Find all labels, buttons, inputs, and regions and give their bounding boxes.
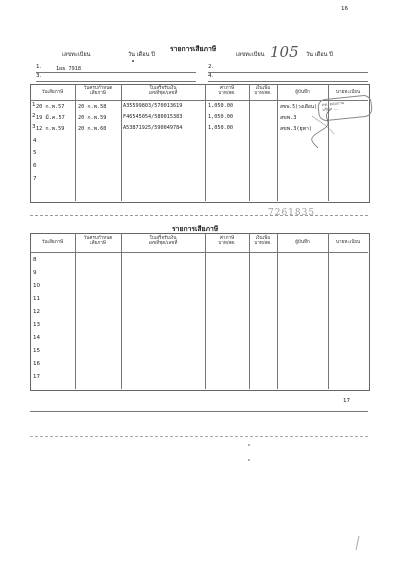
t2-header-receipt: ใบเสร็จรับเงิน เลขที่ชุด/เลขที่ xyxy=(148,236,178,247)
row2-underline xyxy=(208,72,368,73)
ink-dot xyxy=(248,459,250,461)
handwritten-number: 105 xyxy=(270,43,299,61)
reg-label-left: เลขทะเบียน xyxy=(62,52,91,58)
row-number: 16 xyxy=(33,361,41,367)
tax-date-cell: 12 ก.พ.59 xyxy=(36,126,65,132)
row-number: 15 xyxy=(33,348,41,354)
row1-no: 1. xyxy=(36,64,42,70)
row-number: 6 xyxy=(33,163,37,169)
t2-header-due-date: วันครบกำหนด เสียภาษี xyxy=(83,236,113,247)
t2-header-surcharge: เงินเพิ่ม บาท/สต. xyxy=(254,236,272,247)
table2-col-divider xyxy=(121,233,122,389)
row4-underline xyxy=(208,81,368,82)
t2-header-tax: ค่าภาษี บาท/สต. xyxy=(218,236,236,247)
due-date-cell: 20 ก.พ.60 xyxy=(78,126,107,132)
table2-title: รายการเสียภาษี xyxy=(172,225,219,233)
row2-no: 2. xyxy=(208,64,214,70)
row1-underline xyxy=(36,72,196,73)
recorder-cell: สขพ.5(วงเดือน) xyxy=(280,105,317,110)
receipt-cell: A35599803/570013619 xyxy=(123,103,183,109)
receipt-cell: A53871925/590049784 xyxy=(123,125,183,131)
tax-cell: 1,050.00 xyxy=(208,125,233,131)
due-date-cell: 20 ก.พ.59 xyxy=(78,115,107,121)
t1-header-recorder: ผู้บันทึก xyxy=(295,90,310,95)
t2-header-tax-date: วันเสียภาษี xyxy=(41,240,64,245)
tax-cell: 1,050.00 xyxy=(208,114,233,120)
row-number: 12 xyxy=(33,309,41,315)
t1-header-tax: ค่าภาษี บาท/สต. xyxy=(218,86,236,97)
separator-line xyxy=(30,215,368,216)
table2-col-divider xyxy=(277,233,278,389)
table2-frame xyxy=(30,233,370,391)
pen-mark xyxy=(356,536,360,550)
row-number: 14 xyxy=(33,335,41,341)
tax-date-cell: 20 ก.พ.57 xyxy=(36,104,65,110)
top-title: รายการเสียภาษี xyxy=(170,45,217,53)
row3-underline xyxy=(36,81,196,82)
ink-dot xyxy=(132,60,134,62)
row-number: 5 xyxy=(33,150,37,156)
date-label-right: วัน เดือน ปี xyxy=(306,52,333,58)
footer-page-number: 17 xyxy=(343,398,351,404)
due-date-cell: 20 ก.พ.58 xyxy=(78,104,107,110)
page-number: 16 xyxy=(341,6,349,12)
tax-cell: 1,050.00 xyxy=(208,103,233,109)
t1-header-registrar: นายทะเบียน xyxy=(335,90,361,95)
tax-date-cell: 19 มี.ค.57 xyxy=(36,115,65,121)
ink-dot xyxy=(248,444,250,446)
row-number: 17 xyxy=(33,374,41,380)
row-number: 1 xyxy=(32,102,36,108)
row1-value: 1ผธ 7918 xyxy=(56,66,81,72)
table2-col-divider xyxy=(75,233,76,389)
row-number: 11 xyxy=(33,296,41,302)
stamp-text: คค. สอบถาม บริษัท .... xyxy=(321,99,345,113)
row3-no: 3. xyxy=(36,73,42,79)
recorder-cell: สขพ.3 xyxy=(280,115,297,121)
row-number: 8 xyxy=(33,257,37,263)
row-number: 7 xyxy=(33,176,37,182)
t1-header-receipt: ใบเสร็จรับเงิน เลขที่ชุด/เลขที่ xyxy=(148,86,178,97)
footer-line xyxy=(30,411,368,412)
t2-header-recorder: ผู้บันทึก xyxy=(295,240,310,245)
table2-col-divider xyxy=(249,233,250,389)
row4-no: 4. xyxy=(208,73,214,79)
recorder-cell: สขพ.3(ยุพา) xyxy=(280,126,312,132)
signature-scribble-icon xyxy=(300,108,340,150)
row-number: 13 xyxy=(33,322,41,328)
row-number: 10 xyxy=(33,283,41,289)
receipt-cell: F46545054/580015383 xyxy=(123,114,183,120)
separator-text: 7261835 xyxy=(268,208,316,218)
table2-col-divider xyxy=(205,233,206,389)
t2-header-registrar: นายทะเบียน xyxy=(335,240,361,245)
t1-header-surcharge: เงินเพิ่ม บาท/สต. xyxy=(254,86,272,97)
date-label-left: วัน เดือน ปี xyxy=(128,52,155,58)
table2-col-divider xyxy=(328,233,329,389)
row-number: 9 xyxy=(33,270,37,276)
table1-header-divider xyxy=(30,100,368,101)
t1-header-due-date: วันครบกำหนด เสียภาษี xyxy=(83,86,113,97)
t1-header-tax-date: วันเสียภาษี xyxy=(41,90,64,95)
row-number: 2 xyxy=(32,113,36,119)
table2-header-divider xyxy=(30,252,368,253)
bottom-dashed-line xyxy=(30,436,368,437)
row-number: 3 xyxy=(32,124,36,130)
row-number: 4 xyxy=(33,138,37,144)
reg-label-right: เลขทะเบียน xyxy=(236,52,265,58)
